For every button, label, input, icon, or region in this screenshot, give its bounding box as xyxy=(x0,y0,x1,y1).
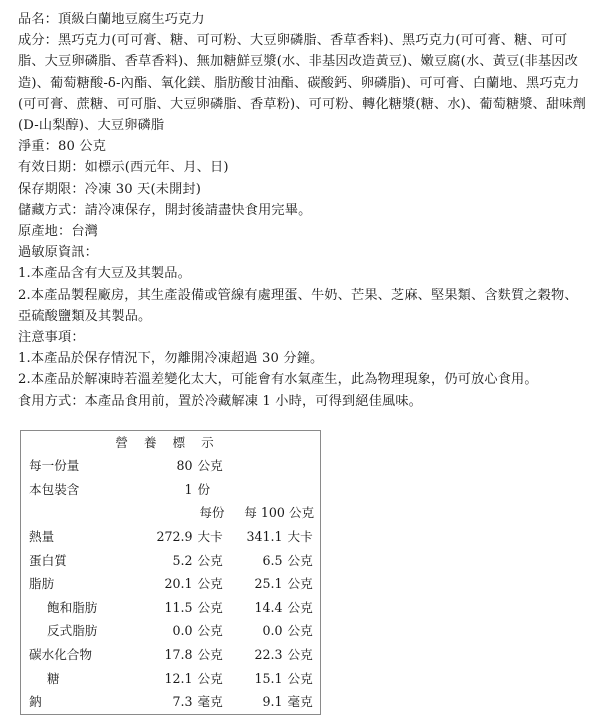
per-serving-value: 12.1 xyxy=(164,670,193,686)
column-header-nutrient xyxy=(21,501,139,525)
per-serving-value: 17.8 xyxy=(164,647,193,663)
nutrient-name: 反式脂肪 xyxy=(47,623,98,639)
per-100g-unit: 公克 xyxy=(287,623,313,639)
servings-per-pack-unit: 份 xyxy=(197,481,211,497)
field-serving-method: 食用方式：本產品食用前，置於冷藏解凍 1 小時，可得到絕佳風味。 xyxy=(18,393,423,409)
nutrient-name: 鈉 xyxy=(29,694,42,710)
field-notice-item-1: 1.本產品於保存情況下，勿離開冷凍超過 30 分鐘。 xyxy=(18,351,324,367)
field-shelf-life: 保存期限：冷凍 30 天(未開封) xyxy=(18,181,202,197)
per-100g-value: 341.1 xyxy=(246,529,283,545)
nutrient-name: 蛋白質 xyxy=(29,552,67,568)
per-serving-unit: 公克 xyxy=(197,576,223,592)
per-100g-unit: 毫克 xyxy=(287,694,313,710)
per-100g-value: 6.5 xyxy=(262,552,283,568)
serving-size-label: 每一份量 xyxy=(29,458,80,474)
field-notice-header: 注意事項： xyxy=(18,330,85,346)
per-serving-value: 7.3 xyxy=(172,694,193,710)
nutrient-name: 糖 xyxy=(47,670,60,686)
serving-size-value: 80 xyxy=(176,458,193,474)
per-100g-value: 15.1 xyxy=(254,670,283,686)
per-serving-value: 0.0 xyxy=(172,623,193,639)
per-100g-value: 0.0 xyxy=(262,623,283,639)
per-serving-value: 272.9 xyxy=(156,529,193,545)
nutrition-facts-table xyxy=(20,430,320,715)
per-serving-unit: 毫克 xyxy=(197,694,223,710)
serving-size-unit: 公克 xyxy=(197,458,223,474)
servings-per-pack-spacer-b xyxy=(285,478,321,502)
table-row xyxy=(21,690,321,714)
per-serving-unit: 大卡 xyxy=(197,529,223,545)
field-product-name: 品名：頂級白蘭地豆腐生巧克力 xyxy=(18,12,205,27)
table-row xyxy=(21,643,321,667)
table-row xyxy=(21,525,321,549)
field-allergen-header: 過敏原資訊： xyxy=(18,245,99,261)
field-ingredients: 成分：黑巧克力(可可膏、糖、可可粉、大豆卵磷脂、香草香料)、黑巧克力(可可膏、糖、可可脂、大豆卵磷脂、香草香料)、無加糖鮮豆漿(水、非基因改造黃豆)、嫩豆腐(水、黃豆(非基因改造)、葡萄糖酸-δ-內酯、氧化鎂、脂肪酸甘油酯、碳酸鈣、卵磷脂)、可可膏、白蘭地、黑巧克力(可可膏、蔗糖、可可脂、大豆卵磷脂、香草粉)、可可粉、轉化糖漿(糖、水)、葡萄糖漿、甜味劑(D-山梨醇)、大豆卵磷脂 xyxy=(18,33,587,134)
per-100g-unit: 公克 xyxy=(287,647,313,663)
nutrient-name: 飽和脂肪 xyxy=(47,599,98,615)
per-100g-unit: 公克 xyxy=(287,552,313,568)
field-origin: 原產地：台灣 xyxy=(18,224,99,240)
servings-per-pack-label: 本包裝含 xyxy=(29,481,80,497)
table-row xyxy=(21,619,321,643)
servings-per-pack-row xyxy=(21,478,321,502)
field-expiry-date: 有效日期：如標示(西元年、月、日) xyxy=(18,160,229,176)
per-serving-unit: 公克 xyxy=(197,623,223,639)
field-allergen-item-2: 2.本產品製程廠房，其生產設備或管線有處理蛋、牛奶、芒果、芝麻、堅果類、含麩質之穀物、亞硫酸鹽類及其製品。 xyxy=(18,287,578,324)
field-net-weight: 淨重：80 公克 xyxy=(18,139,107,155)
per-100g-unit: 公克 xyxy=(287,576,313,592)
table-row xyxy=(21,596,321,620)
column-header-per-serving: 每份 xyxy=(199,505,225,521)
serving-size-row xyxy=(21,454,321,478)
per-100g-value: 25.1 xyxy=(254,576,283,592)
per-100g-unit: 公克 xyxy=(287,599,313,615)
nutrient-name: 碳水化合物 xyxy=(29,647,92,663)
field-allergen-item-1: 1.本產品含有大豆及其製品。 xyxy=(18,266,191,282)
per-serving-value: 20.1 xyxy=(164,576,193,592)
nutrient-name: 脂肪 xyxy=(29,576,55,592)
per-100g-value: 22.3 xyxy=(254,647,283,663)
servings-per-pack-spacer-a xyxy=(231,478,285,502)
nutrient-name: 熱量 xyxy=(29,529,55,545)
field-notice-item-2: 2.本產品於解凍時若溫差變化太大，可能會有水氣產生，此為物理現象，仍可放心食用。 xyxy=(18,372,538,388)
servings-per-pack-value: 1 xyxy=(184,481,193,497)
per-100g-unit: 公克 xyxy=(287,670,313,686)
table-row xyxy=(21,666,321,690)
label-text-block xyxy=(18,9,588,412)
nutrition-title: 營 養 標 示 xyxy=(115,435,220,450)
per-serving-value: 11.5 xyxy=(164,599,193,615)
per-serving-unit: 公克 xyxy=(197,599,223,615)
serving-size-spacer-b xyxy=(285,454,321,478)
table-row xyxy=(21,572,321,596)
field-storage-method: 儲藏方式：請冷凍保存，開封後請盡快食用完畢。 xyxy=(18,202,312,218)
per-100g-value: 14.4 xyxy=(254,599,283,615)
per-100g-unit: 大卡 xyxy=(287,529,313,545)
table-row xyxy=(21,548,321,572)
per-serving-unit: 公克 xyxy=(197,647,223,663)
nutrition-title-row xyxy=(21,431,321,455)
serving-size-spacer-a xyxy=(231,454,285,478)
per-serving-unit: 公克 xyxy=(197,552,223,568)
per-serving-unit: 公克 xyxy=(197,670,223,686)
per-100g-value: 9.1 xyxy=(262,694,283,710)
column-header-per-100g: 每 100 公克 xyxy=(244,505,315,521)
nutrition-column-header-row xyxy=(21,501,321,525)
per-serving-value: 5.2 xyxy=(172,552,193,568)
